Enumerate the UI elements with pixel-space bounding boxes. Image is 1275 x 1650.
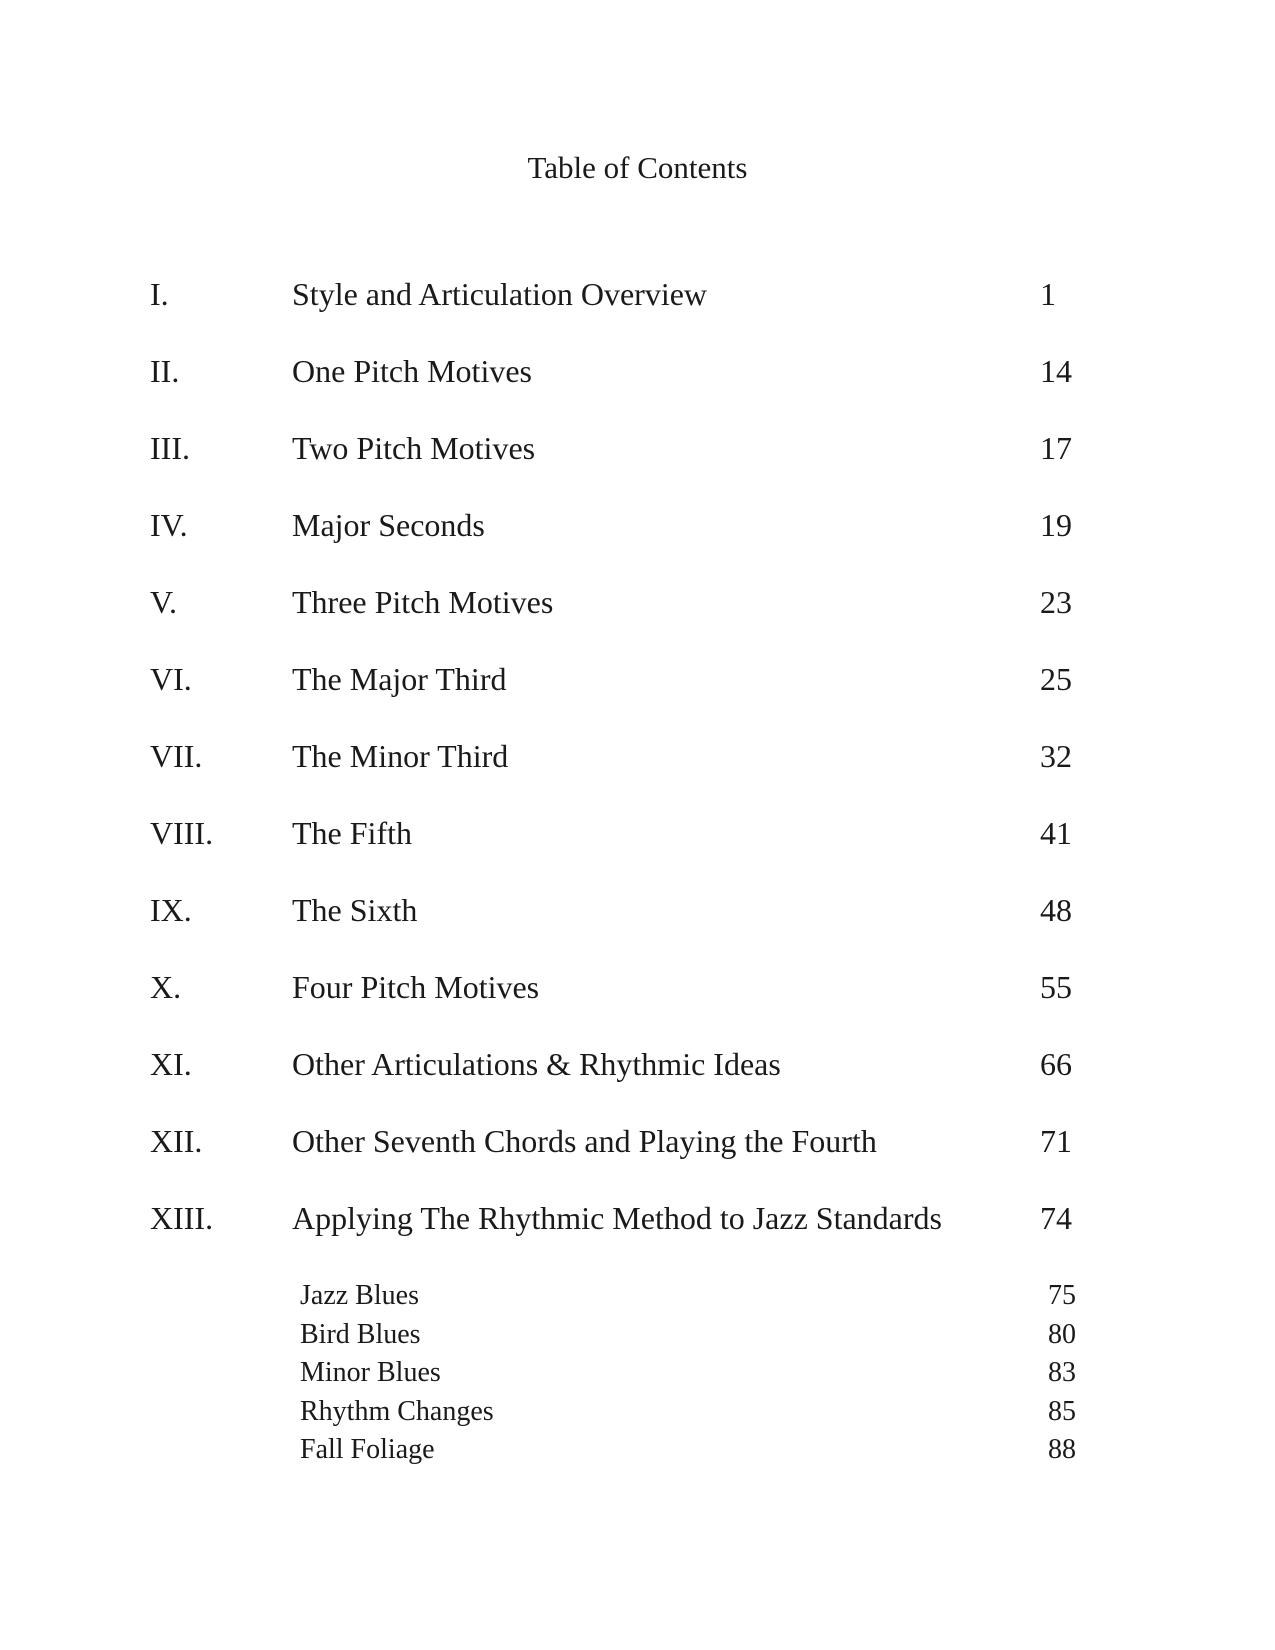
chapter-title: Four Pitch Motives	[292, 969, 540, 1005]
toc-entry	[0, 1121, 1275, 1198]
chapter-title: Three Pitch Motives	[292, 584, 554, 620]
chapter-title: The Fifth	[292, 815, 412, 851]
subsection-list	[0, 1279, 1275, 1472]
chapter-numeral: XIII.	[150, 1200, 214, 1236]
chapter-numeral: XII.	[150, 1123, 203, 1159]
chapter-page: 17	[1040, 430, 1072, 466]
chapter-list	[0, 274, 1275, 1275]
chapter-numeral: IX.	[150, 892, 192, 928]
chapter-page: 23	[1040, 584, 1072, 620]
toc-entry	[0, 890, 1275, 967]
chapter-page: 32	[1040, 738, 1072, 774]
subsection-page: 80	[1048, 1318, 1076, 1350]
toc-entry	[0, 813, 1275, 890]
chapter-title: Other Seventh Chords and Playing the Fourth	[292, 1123, 877, 1159]
toc-entry	[0, 1198, 1275, 1275]
chapter-title: Style and Articulation Overview	[292, 276, 708, 312]
chapter-title: Other Articulations & Rhythmic Ideas	[292, 1046, 781, 1082]
chapter-title: The Minor Third	[292, 738, 509, 774]
subsection-page: 75	[1048, 1280, 1076, 1311]
subsection-page: 83	[1048, 1357, 1076, 1388]
chapter-title: Two Pitch Motives	[292, 430, 536, 466]
chapter-numeral: X.	[150, 969, 182, 1005]
chapter-title: The Sixth	[292, 892, 418, 928]
subsection-page: 85	[1048, 1395, 1076, 1427]
subsection-entry	[0, 1279, 1275, 1318]
subsection-entry	[0, 1433, 1275, 1472]
chapter-numeral: I.	[150, 276, 169, 312]
subsection-entry	[0, 1395, 1275, 1434]
chapter-title: Major Seconds	[292, 507, 485, 543]
toc-entry	[0, 582, 1275, 659]
chapter-page: 66	[1040, 1046, 1072, 1082]
subsection-title: Minor Blues	[300, 1357, 441, 1388]
chapter-numeral: VI.	[150, 661, 192, 697]
chapter-page: 19	[1040, 507, 1072, 543]
toc-entry	[0, 1044, 1275, 1121]
subsection-title: Fall Foliage	[300, 1434, 435, 1465]
subsection-entry	[0, 1356, 1275, 1395]
chapter-page: 48	[1040, 892, 1072, 928]
toc-entry	[0, 736, 1275, 813]
page-title: Table of Contents	[527, 150, 748, 185]
chapter-numeral: XI.	[150, 1046, 192, 1082]
chapter-title: Applying The Rhythmic Method to Jazz Standards	[292, 1200, 942, 1236]
chapter-numeral: II.	[150, 353, 180, 389]
chapter-title: One Pitch Motives	[292, 353, 532, 389]
toc-entry	[0, 967, 1275, 1044]
chapter-page: 41	[1040, 815, 1072, 851]
chapter-page: 74	[1040, 1200, 1072, 1236]
toc-entry	[0, 505, 1275, 582]
chapter-numeral: VIII.	[150, 815, 214, 851]
subsection-title: Rhythm Changes	[300, 1395, 494, 1427]
subsection-entry	[0, 1318, 1275, 1357]
subsection-title: Bird Blues	[300, 1318, 421, 1350]
toc-entry	[0, 428, 1275, 505]
chapter-page: 71	[1040, 1123, 1072, 1159]
chapter-numeral: III.	[150, 430, 190, 466]
chapter-numeral: IV.	[150, 507, 188, 543]
chapter-page: 1	[1040, 276, 1056, 312]
chapter-numeral: VII.	[150, 738, 203, 774]
toc-entry	[0, 659, 1275, 736]
chapter-title: The Major Third	[292, 661, 507, 697]
toc-entry	[0, 351, 1275, 428]
chapter-page: 25	[1040, 661, 1072, 697]
chapter-numeral: V.	[150, 584, 177, 620]
subsection-title: Jazz Blues	[300, 1280, 419, 1311]
chapter-page: 14	[1040, 353, 1072, 389]
subsection-page: 88	[1048, 1434, 1076, 1465]
toc-entry	[0, 274, 1275, 351]
chapter-page: 55	[1040, 969, 1072, 1005]
